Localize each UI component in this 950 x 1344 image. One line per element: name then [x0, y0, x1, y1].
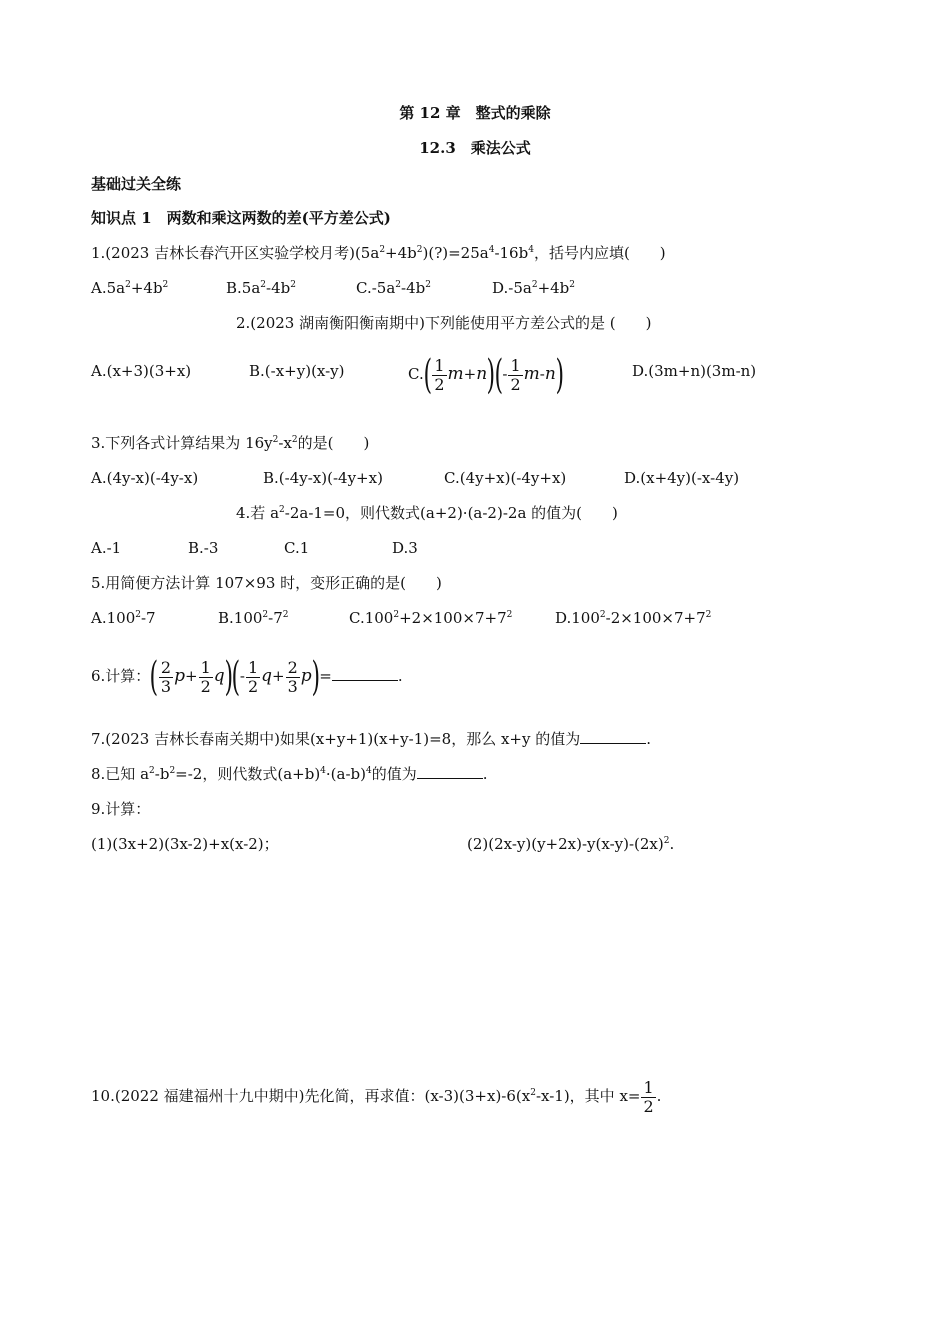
exponent: 2 — [135, 610, 141, 620]
fraction-numerator: 2 — [160, 657, 172, 677]
fraction-one-half — [641, 1079, 655, 1116]
q4-option-b[interactable]: B.-3 — [188, 539, 219, 557]
q4-option-d[interactable]: D.3 — [392, 539, 418, 557]
q1-option-d[interactable]: $D.-5a^2+4b^2$ — [492, 279, 576, 297]
q4-option-a[interactable]: A.-1 — [91, 539, 122, 557]
fraction-two-thirds — [159, 659, 173, 696]
q5-option-a[interactable]: A.100$^2$-7 — [91, 609, 156, 627]
exponent: 2 — [569, 280, 576, 290]
question-6: 6.计算：( $\frac{2}{3}$ p+ $\frac{1}{2}$ q)(- $\frac{1}{2}$ q+ $\frac{2}{3}$ p)= . — [91, 654, 403, 700]
fraction-one-half — [199, 659, 213, 696]
exponent: 2 — [262, 610, 269, 620]
q5-option-b[interactable]: $B.100^2-7^2$ — [218, 609, 289, 627]
q1-option-a[interactable]: $A.5a^2+4b^2$ — [91, 279, 169, 297]
fraction-numerator: 1 — [643, 1077, 654, 1097]
question-7: 7.(2023 吉林长春南关期中)如果(x+y+1)(x+y-1)=8，那么 x+y 的值为 . — [91, 730, 652, 748]
exponent: 2 — [395, 280, 401, 290]
exponent: 2 — [125, 280, 131, 290]
exponent: 4 — [488, 245, 495, 255]
fraction-denominator: 2 — [200, 676, 211, 696]
math-variable: q — [213, 666, 225, 686]
exponent: 2 — [425, 280, 431, 290]
exponent: 2 — [506, 610, 513, 620]
fraction-numerator: 1 — [200, 657, 211, 677]
question-2: 2.(2023 湖南衡阳衡南期中)下列能使用平方差公式的是 ( ) — [236, 314, 652, 332]
exponent: 2 — [599, 610, 606, 620]
large-parenthesis: ) — [224, 654, 233, 700]
exponent: 2 — [272, 435, 279, 445]
fraction-two-thirds — [286, 659, 300, 696]
fraction-numerator: 2 — [287, 657, 298, 677]
large-parenthesis: ( — [149, 654, 159, 700]
exponent: 4 — [366, 766, 372, 776]
exponent: 2 — [290, 280, 296, 290]
q3-option-a[interactable]: A.(4y-x)(-4y-x) — [91, 469, 199, 487]
exponent: 2 — [393, 610, 400, 620]
fraction-numerator: 1 — [247, 657, 259, 677]
math-variable: m — [523, 364, 540, 384]
fraction-denominator: 3 — [160, 676, 172, 696]
question-9: 9.计算： — [91, 800, 151, 818]
part-title: 基础过关全练 — [91, 175, 182, 193]
exponent: 4 — [320, 766, 326, 776]
fraction-one-half — [246, 659, 260, 696]
q2-option-d[interactable]: D.(3m+n)(3m-n) — [632, 362, 757, 380]
fraction-denominator: 2 — [247, 676, 259, 696]
q3-option-c[interactable]: C.(4y+x)(-4y+x) — [444, 469, 567, 487]
q2-option-b[interactable]: B.(-x+y)(x-y) — [249, 362, 345, 380]
exponent: 2 — [379, 245, 386, 255]
large-parenthesis: ) — [486, 352, 496, 398]
answer-blank[interactable] — [417, 764, 483, 779]
exponent: 2 — [416, 245, 423, 255]
exponent: 2 — [149, 766, 155, 776]
question-1: 1.(2023 吉林长春汽开区实验学校月考)$(5a^2+4b^2)(?)=25a^4-16b^4$，括号内应填( ) — [91, 244, 666, 262]
math-variable: n — [544, 364, 556, 384]
q1-option-b[interactable]: $B.5a^2-4b^2$ — [226, 279, 296, 297]
fraction-numerator: 1 — [510, 355, 521, 375]
section-title: 12.3 乘法公式 — [419, 139, 531, 157]
math-variable: q — [261, 666, 273, 686]
exponent: 2 — [169, 766, 176, 776]
math-variable: p — [300, 666, 312, 686]
math-variable: p — [174, 666, 185, 686]
q2-option-c[interactable]: C.( $\frac{1}{2}$ m+n)(- $\frac{1}{2}$ m-n) — [408, 352, 564, 398]
q5-option-c[interactable]: $C.100^2+2\times 100\times 7+7^2$ — [349, 609, 513, 627]
large-parenthesis: ) — [555, 352, 564, 398]
fraction-denominator: 2 — [434, 374, 445, 394]
exponent: 2 — [282, 610, 289, 620]
q3-option-b[interactable]: B.(-4y-x)(-4y+x) — [263, 469, 383, 487]
math-variable: n — [476, 364, 488, 384]
large-parenthesis: ( — [423, 352, 432, 398]
exponent: 2 — [705, 610, 712, 620]
fraction-denominator: 2 — [643, 1096, 654, 1116]
fraction-one-half — [432, 357, 446, 394]
question-10: 10.(2022 福建福州十九中期中)先化简，再求值：$(x-3)(3+x)-6(x^2-x-1)$，其中 x= $\frac{1}{2}$ . — [91, 1077, 662, 1116]
fraction-denominator: 2 — [510, 374, 521, 394]
exponent: 2 — [530, 1088, 536, 1098]
large-parenthesis: ( — [231, 654, 241, 700]
question-3: 3.下列各式计算结果为 $16y^2-x^2$的是( ) — [91, 434, 370, 452]
exponent: 2 — [162, 280, 169, 290]
fraction-denominator: 3 — [287, 676, 298, 696]
exponent: 2 — [663, 836, 670, 846]
q5-option-d[interactable]: $D.100^2-2\times 100\times 7+7^2$ — [555, 609, 712, 627]
q9-part-2: $(2)(2x-y)(y+2x)-y(x-y)-(2x)^2$. — [467, 835, 675, 853]
q2-option-a[interactable]: A.(x+3)(3+x) — [91, 362, 192, 380]
question-4: 4.若 $a^2-2a-1=0$，则代数式(a+2)·(a-2)-2a 的值为( ) — [236, 504, 618, 522]
large-parenthesis: ( — [494, 352, 503, 398]
fraction-one-half — [508, 357, 522, 394]
fraction-numerator: 1 — [434, 355, 445, 375]
question-5: 5.用简便方法计算 107×93 时，变形正确的是( ) — [91, 574, 442, 592]
exponent: 2 — [260, 280, 267, 290]
q1-option-c[interactable]: $C.-5a^2-4b^2$ — [356, 279, 431, 297]
chapter-title: 第 12 章 整式的乘除 — [399, 104, 551, 122]
large-parenthesis: ) — [311, 654, 320, 700]
exponent: 2 — [291, 435, 298, 445]
q4-option-c[interactable]: C.1 — [284, 539, 310, 557]
math-variable: m — [447, 364, 464, 384]
exponent: 4 — [528, 245, 534, 255]
exponent: 2 — [279, 505, 285, 515]
q9-part-1: (1)(3x+2)(3x-2)+x(x-2)； — [91, 835, 279, 853]
exponent: 2 — [531, 280, 538, 290]
knowledge-point-title: 知识点 1 两数和乘这两数的差(平方差公式) — [91, 209, 391, 227]
answer-blank[interactable] — [332, 666, 398, 681]
answer-blank[interactable] — [580, 729, 646, 744]
question-8: 8.已知 $a^2-b^2=-2$，则代数式$(a+b)^4\cdot(a-b)^4$的值为 . — [91, 765, 488, 783]
q3-option-d[interactable]: D.(x+4y)(-x-4y) — [624, 469, 740, 487]
